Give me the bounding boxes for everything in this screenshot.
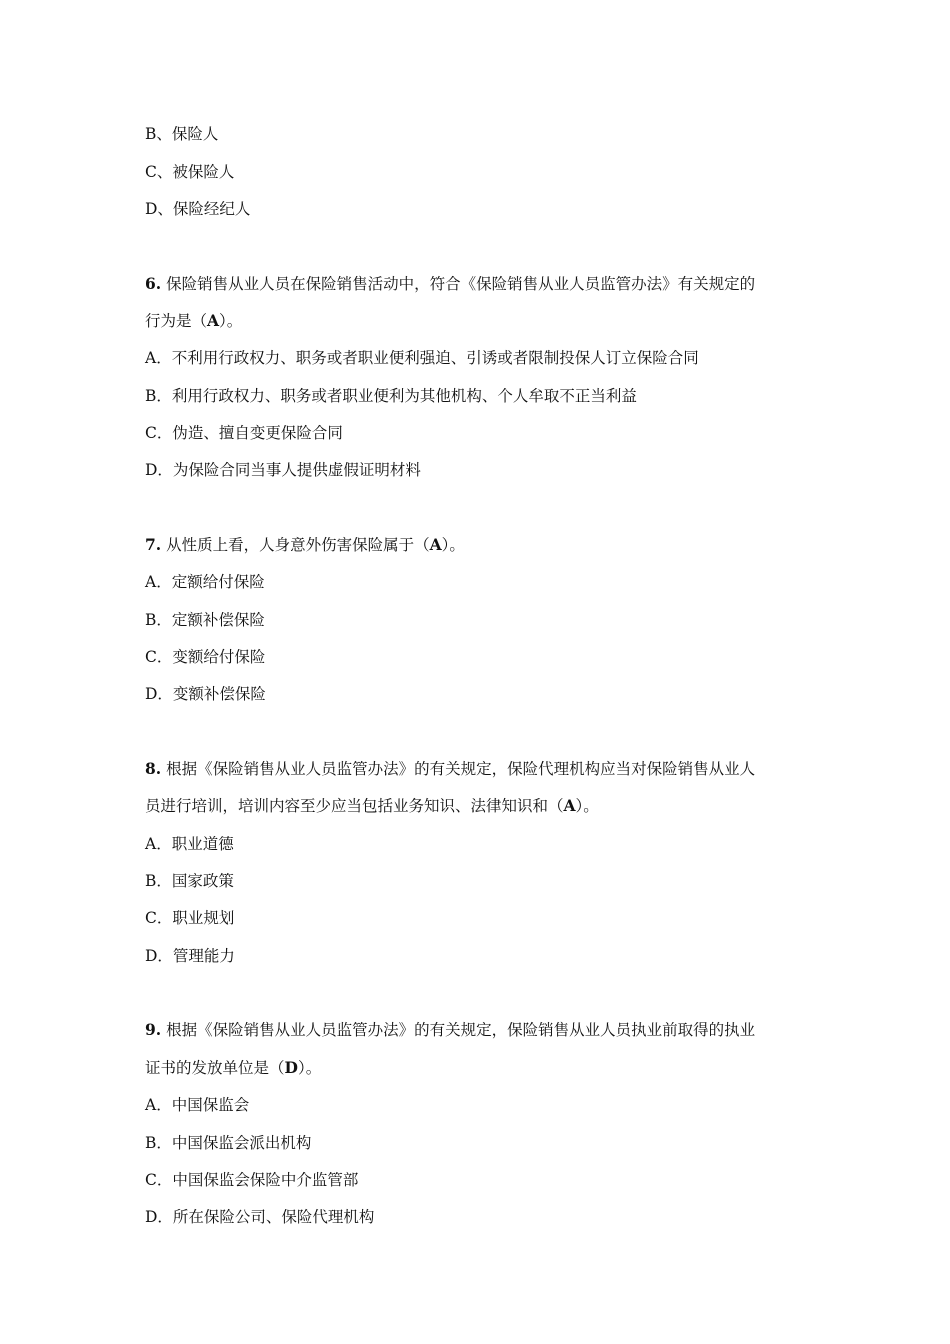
question-number: 9. (145, 1020, 162, 1039)
question-9-stem-cont (145, 1058, 815, 1078)
question-number: 6. (145, 274, 162, 293)
option-line: D、保险经纪人 (145, 200, 251, 218)
question-6-stem (145, 274, 815, 294)
option-line: B、保险人 (145, 125, 219, 143)
option-line: A．定额给付保险 (145, 573, 265, 591)
question-8-stem-cont (145, 796, 815, 816)
question-9-stem (145, 1020, 815, 1040)
question-number: 8. (145, 759, 162, 778)
option-line: B．利用行政权力、职务或者职业便利为其他机构、个人牟取不正当利益 (145, 387, 637, 405)
option-line: A．职业道德 (145, 835, 234, 853)
option-line: D．为保险合同当事人提供虚假证明材料 (145, 461, 421, 479)
question-text: ）。 (575, 797, 599, 815)
option-line: D．变额补偿保险 (145, 685, 266, 703)
question-text: 保险销售从业人员在保险销售活动中，符合《保险销售从业人员监管办法》有关规定的 (166, 275, 756, 293)
question-text: ）。 (219, 312, 243, 330)
option-line: D．管理能力 (145, 947, 235, 965)
question-text: 员进行培训，培训内容至少应当包括业务知识、法律知识和（ (145, 797, 564, 815)
option-line: A．不利用行政权力、职务或者职业便利强迫、引诱或者限制投保人订立保险合同 (145, 349, 699, 367)
question-text: ）。 (441, 536, 465, 554)
question-7-stem (145, 535, 815, 555)
question-number: 7. (145, 535, 162, 554)
question-text: 根据《保险销售从业人员监管办法》的有关规定，保险代理机构应当对保险销售从业人 (166, 760, 756, 778)
answer-letter: A (207, 311, 220, 330)
question-text: 根据《保险销售从业人员监管办法》的有关规定，保险销售从业人员执业前取得的执业 (166, 1021, 756, 1039)
question-8-stem (145, 759, 815, 779)
question-text: 从性质上看，人身意外伤害保险属于（ (166, 536, 430, 554)
option-line: C．职业规划 (145, 909, 235, 927)
answer-letter: D (284, 1058, 298, 1077)
option-line: D．所在保险公司、保险代理机构 (145, 1208, 375, 1226)
question-text: ）。 (297, 1059, 322, 1077)
option-line: B．国家政策 (145, 872, 234, 890)
answer-letter: A (429, 535, 442, 554)
question-text: 行为是（ (145, 312, 208, 330)
option-line: A．中国保监会 (145, 1096, 250, 1114)
option-line: C、被保险人 (145, 163, 235, 181)
option-line: B．定额补偿保险 (145, 611, 265, 629)
question-text: 证书的发放单位是（ (145, 1059, 285, 1077)
answer-letter: A (563, 796, 576, 815)
option-line: C．伪造、擅自变更保险合同 (145, 424, 343, 442)
question-6-stem-cont (145, 311, 815, 331)
option-line: C．变额给付保险 (145, 648, 266, 666)
option-line: B．中国保监会派出机构 (145, 1134, 312, 1152)
option-line: C．中国保监会保险中介监管部 (145, 1171, 359, 1189)
